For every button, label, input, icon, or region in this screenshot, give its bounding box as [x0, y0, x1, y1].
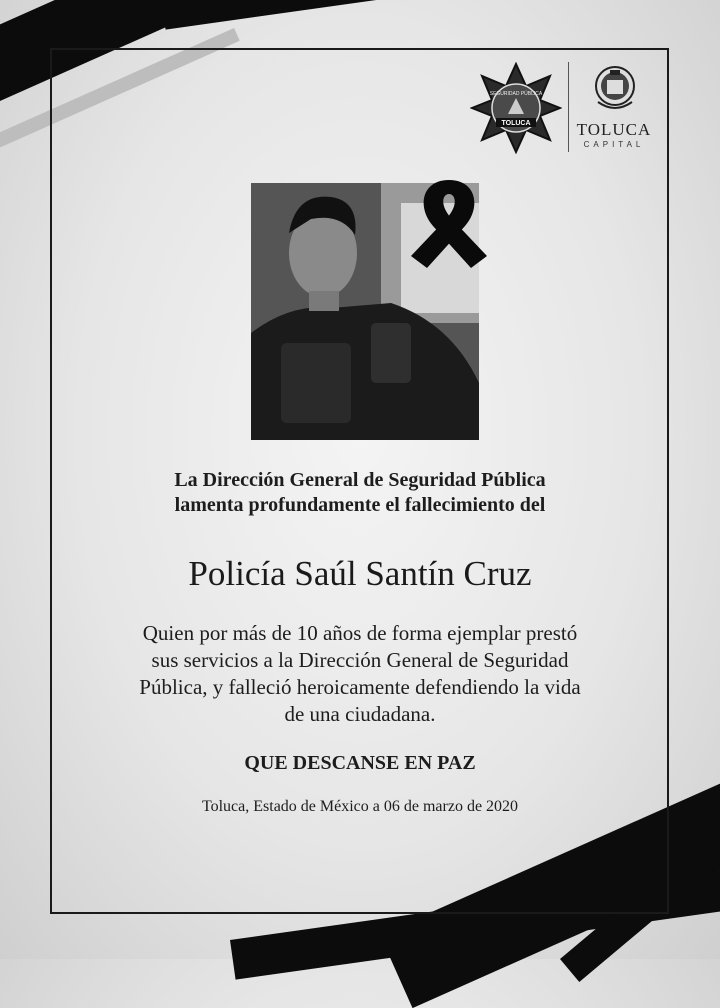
- municipal-name: TOLUCA: [576, 120, 652, 139]
- deceased-name: Policía Saúl Santín Cruz: [188, 554, 532, 593]
- notice-body-line-2: sus servicios a la Dirección General de Seguridad: [151, 648, 569, 672]
- notice-heading-line-2: lamenta profundamente el fallecimiento del: [174, 494, 546, 516]
- notice-body-line-1: Quien por más de 10 años de forma ejemplar prestó: [142, 621, 578, 645]
- rest-in-peace: QUE DESCANSE EN PAZ: [244, 752, 476, 774]
- notice-heading-line-1: La Dirección General de Seguridad Pública: [174, 469, 546, 491]
- municipal-tagline: CAPITAL: [583, 140, 645, 149]
- mourning-ribbon-icon: [407, 172, 491, 276]
- notice-body-line-4: de una ciudadana.: [284, 702, 436, 726]
- place-and-date: Toluca, Estado de México a 06 de marzo de 2020: [201, 798, 519, 815]
- logo-header: [470, 60, 650, 160]
- badge-text-top: SEGURIDAD PÚBLICA: [489, 91, 543, 97]
- police-badge-icon: [470, 62, 562, 154]
- logo-divider: [568, 62, 569, 152]
- top-band-stripe: [160, 0, 720, 30]
- notice-body: [100, 620, 620, 728]
- notice-body-line-3: Pública, y falleció heroicamente defendiendo la vida: [139, 675, 581, 699]
- toluca-crest-icon: [590, 62, 640, 118]
- badge-text-bottom: TOLUCA: [501, 120, 531, 127]
